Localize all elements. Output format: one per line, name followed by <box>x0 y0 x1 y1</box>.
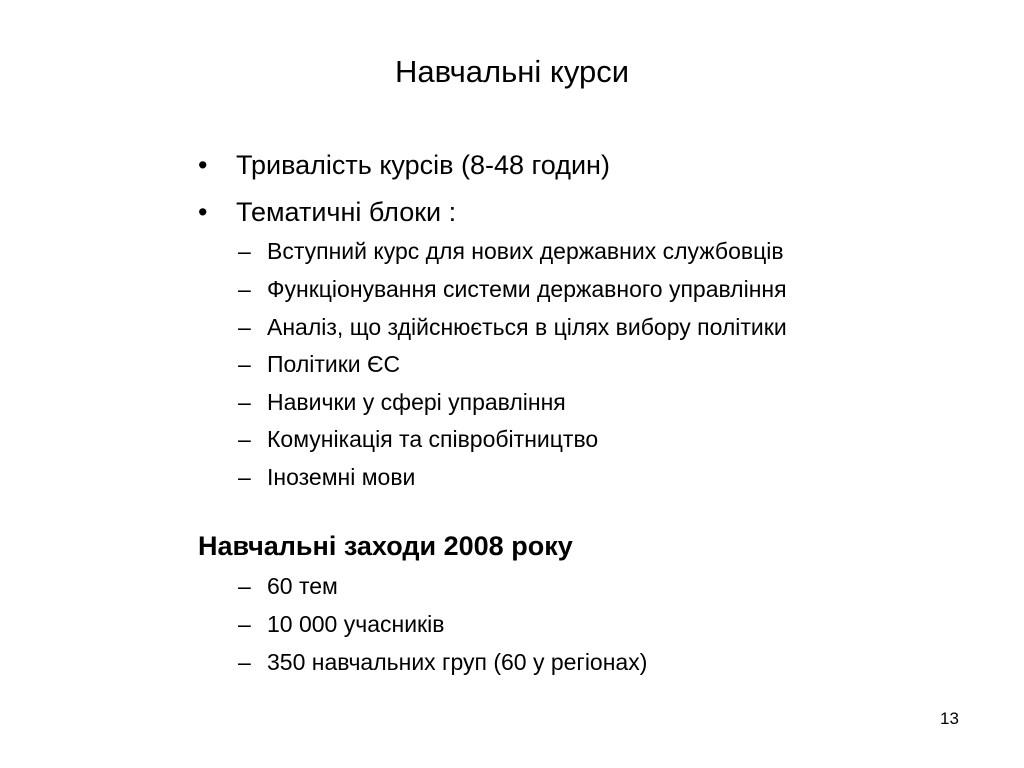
sub-item-text: 10 000 учасників <box>267 611 445 637</box>
sub-item-text: 60 тем <box>267 573 338 599</box>
sub-item-text: Іноземні мови <box>267 464 416 490</box>
dash-marker: – <box>238 389 251 415</box>
bullet-item-duration <box>198 148 610 182</box>
sub-item-text: Функціонування системи державного управління <box>267 276 787 302</box>
dash-marker: – <box>238 464 251 490</box>
dash-marker: – <box>238 276 251 302</box>
bullet-text: Тематичні блоки : <box>236 197 457 227</box>
sub-item-text: Навички у сфері управління <box>267 389 566 415</box>
sub-item-text: Комунікація та співробітництво <box>267 426 599 452</box>
events-heading: Навчальні заходи 2008 року <box>198 531 573 561</box>
sub-item-policy-analysis <box>238 312 787 342</box>
sub-item-participants <box>238 609 444 639</box>
dash-marker: – <box>238 238 251 264</box>
sub-item-governance <box>238 274 787 304</box>
sub-item-groups <box>238 647 647 677</box>
bullet-marker: • <box>198 197 208 227</box>
sub-item-text: Аналіз, що здійснюється в цілях вибору політики <box>267 314 787 340</box>
sub-item-intro-course <box>238 236 784 266</box>
sub-item-text: Вступний курс для нових державних службовців <box>267 238 784 264</box>
sub-item-foreign-languages <box>238 462 415 492</box>
sub-item-topics <box>238 571 338 601</box>
dash-marker: – <box>238 649 251 675</box>
dash-marker: – <box>238 611 251 637</box>
sub-item-eu-policies <box>238 349 400 379</box>
bullet-item-thematic-blocks <box>198 195 456 229</box>
sub-item-text: 350 навчальних груп (60 у регіонах) <box>267 649 648 675</box>
slide-title: Навчальні курси <box>394 54 630 89</box>
dash-marker: – <box>238 314 251 340</box>
dash-marker: – <box>238 426 251 452</box>
dash-marker: – <box>238 351 251 377</box>
sub-item-text: Політики ЄС <box>267 351 401 377</box>
bullet-text: Тривалість курсів (8-48 годин) <box>236 150 610 180</box>
sub-item-communication <box>238 424 598 454</box>
bullet-marker: • <box>198 150 208 180</box>
page-number: 13 <box>940 709 959 728</box>
sub-item-management-skills <box>238 387 566 417</box>
dash-marker: – <box>238 573 251 599</box>
